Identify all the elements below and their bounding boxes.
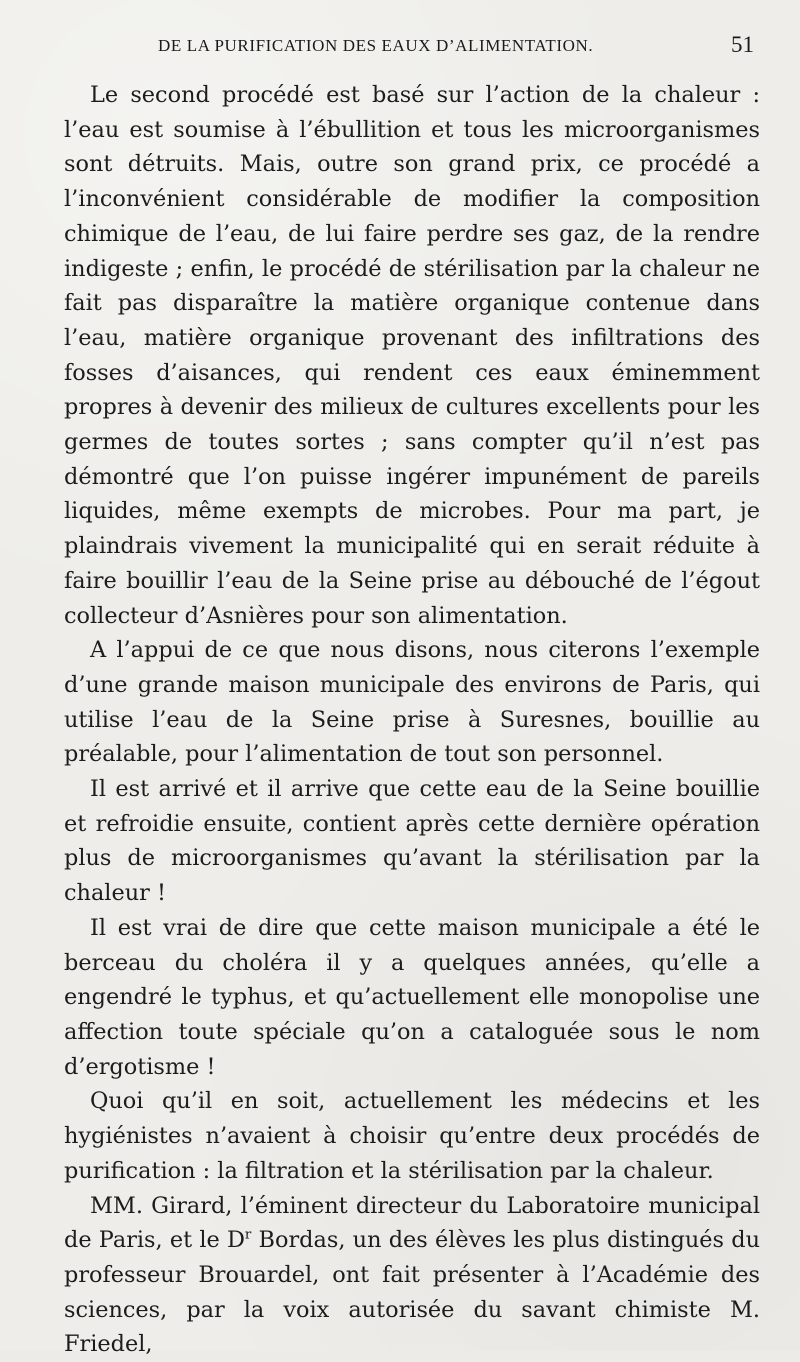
girard-text-end: Bordas, un des élèves les plus distingués du professeur Brouardel, ont fait présenter à l’Académie des sciences, par la voix autorisée du savant chimiste M. Friedel, xyxy=(64,1227,760,1357)
paragraph-girard-bordas xyxy=(64,1189,760,1362)
doctor-superscript: r xyxy=(245,1228,251,1243)
paragraph-municipal-house: A l’appui de ce que nous disons, nous citerons l’exemple d’une grande maison municipale des environs de Paris, qui utilise l’eau de la Seine prise à Suresnes, bouillie au préalable, pour l’alimentation de tout son personnel. xyxy=(64,633,760,772)
body-text xyxy=(64,78,760,1362)
paragraph-heat-sterilization: Le second procédé est basé sur l’action de la chaleur : l’eau est soumise à l’ébullition et tous les microorganismes sont détruits. Mais, outre son grand prix, ce procédé a l’inconvénient considérable de modifier la composition chimique de l’eau, de lui faire perdre ses gaz, de la rendre indigeste ; enfin, le procédé de stérilisation par la chaleur ne fait pas disparaître la matière organique contenue dans l’eau, matière organique provenant des infiltrations des fosses d’aisances, qui rendent ces eaux éminemment propres à devenir des milieux de cultures excellents pour les germes de toutes sortes ; sans compter qu’il n’est pas démontré que l’on puisse ingérer impunément de pareils liquides, même exempts de microbes. Pour ma part, je plaindrais vivement la municipalité qui en serait réduite à faire bouillir l’eau de la Seine prise au débouché de l’égout collecteur d’Asnières pour son alimentation. xyxy=(64,78,760,633)
paragraph-boiled-water: Il est arrivé et il arrive que cette eau de la Seine bouillie et refroidie ensuite, contient après cette dernière opération plus de microorganismes qu’avant la stérilisation par la chaleur ! xyxy=(64,772,760,911)
paragraph-purification-choice: Quoi qu’il en soit, actuellement les médecins et les hygiénistes n’avaient à choisir qu’entre deux procédés de purification : la filtration et la stérilisation par la chaleur. xyxy=(64,1084,760,1188)
running-title: DE LA PURIFICATION DES EAUX D’ALIMENTATION. xyxy=(158,36,593,56)
paragraph-cholera: Il est vrai de dire que cette maison municipale a été le berceau du choléra il y a quelques années, qu’elle a engendré le typhus, et qu’actuellement elle monopolise une affection toute spéciale qu’on a cataloguée sous le nom d’ergotisme ! xyxy=(64,911,760,1085)
girard-text-start: MM. Girard, l’éminent directeur du Laboratoire municipal de Paris, et le D xyxy=(64,1193,760,1254)
running-head xyxy=(64,32,760,62)
page-number: 51 xyxy=(731,32,754,58)
